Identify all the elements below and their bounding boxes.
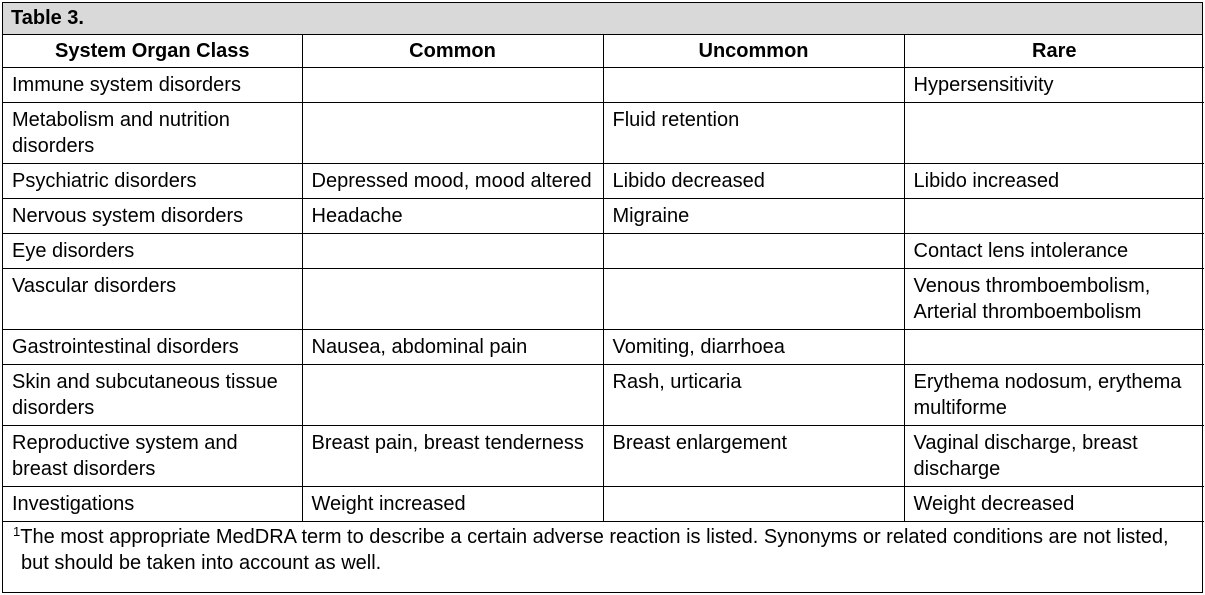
cell-common bbox=[302, 103, 603, 164]
table-row bbox=[3, 164, 1204, 199]
cell-uncommon bbox=[603, 269, 904, 330]
table-row bbox=[3, 103, 1204, 164]
table-row bbox=[3, 330, 1204, 365]
cell-rare: Weight decreased bbox=[904, 487, 1204, 522]
cell-soc: Reproductive system and breast disorders bbox=[3, 426, 302, 487]
adverse-reactions-table bbox=[3, 35, 1204, 522]
cell-rare: Contact lens intolerance bbox=[904, 234, 1204, 269]
cell-common: Breast pain, breast tenderness bbox=[302, 426, 603, 487]
cell-soc: Immune system disorders bbox=[3, 68, 302, 103]
column-header-common: Common bbox=[302, 35, 603, 68]
cell-uncommon: Breast enlargement bbox=[603, 426, 904, 487]
cell-uncommon: Fluid retention bbox=[603, 103, 904, 164]
cell-uncommon bbox=[603, 68, 904, 103]
cell-rare bbox=[904, 103, 1204, 164]
table-row bbox=[3, 365, 1204, 426]
cell-common bbox=[302, 234, 603, 269]
cell-common bbox=[302, 365, 603, 426]
footnote-marker: 1 bbox=[13, 524, 21, 539]
table-caption: Table 3. bbox=[3, 3, 1202, 35]
table-row bbox=[3, 68, 1204, 103]
cell-rare bbox=[904, 330, 1204, 365]
column-header-soc: System Organ Class bbox=[3, 35, 302, 68]
table-footnote bbox=[3, 522, 1202, 580]
cell-common: Weight increased bbox=[302, 487, 603, 522]
cell-soc: Vascular disorders bbox=[3, 269, 302, 330]
table-row bbox=[3, 487, 1204, 522]
cell-uncommon: Vomiting, diarrhoea bbox=[603, 330, 904, 365]
cell-uncommon bbox=[603, 234, 904, 269]
table-row bbox=[3, 234, 1204, 269]
cell-soc: Gastrointestinal disorders bbox=[3, 330, 302, 365]
header-row bbox=[3, 35, 1204, 68]
cell-rare: Erythema nodosum, erythema multiforme bbox=[904, 365, 1204, 426]
cell-rare: Vaginal discharge, breast discharge bbox=[904, 426, 1204, 487]
cell-soc: Psychiatric disorders bbox=[3, 164, 302, 199]
cell-soc: Nervous system disorders bbox=[3, 199, 302, 234]
cell-common: Headache bbox=[302, 199, 603, 234]
cell-common: Depressed mood, mood altered bbox=[302, 164, 603, 199]
table-row bbox=[3, 199, 1204, 234]
cell-common bbox=[302, 269, 603, 330]
cell-soc: Skin and subcutaneous tissue disorders bbox=[3, 365, 302, 426]
cell-soc: Eye disorders bbox=[3, 234, 302, 269]
cell-common: Nausea, abdominal pain bbox=[302, 330, 603, 365]
cell-uncommon: Migraine bbox=[603, 199, 904, 234]
cell-soc: Metabolism and nutrition disorders bbox=[3, 103, 302, 164]
cell-rare: Venous thromboembolism, Arterial thromboembolism bbox=[904, 269, 1204, 330]
cell-uncommon: Libido decreased bbox=[603, 164, 904, 199]
cell-rare: Hypersensitivity bbox=[904, 68, 1204, 103]
column-header-uncommon: Uncommon bbox=[603, 35, 904, 68]
cell-uncommon bbox=[603, 487, 904, 522]
table-row bbox=[3, 269, 1204, 330]
cell-rare bbox=[904, 199, 1204, 234]
cell-soc: Investigations bbox=[3, 487, 302, 522]
cell-uncommon: Rash, urticaria bbox=[603, 365, 904, 426]
table-row bbox=[3, 426, 1204, 487]
footnote-text: The most appropriate MedDRA term to describe a certain adverse reaction is listed. Synonyms or related conditions are not listed, but should be taken into account as well. bbox=[20, 526, 1169, 574]
table-frame bbox=[2, 2, 1203, 593]
cell-rare: Libido increased bbox=[904, 164, 1204, 199]
column-header-rare: Rare bbox=[904, 35, 1204, 68]
cell-common bbox=[302, 68, 603, 103]
